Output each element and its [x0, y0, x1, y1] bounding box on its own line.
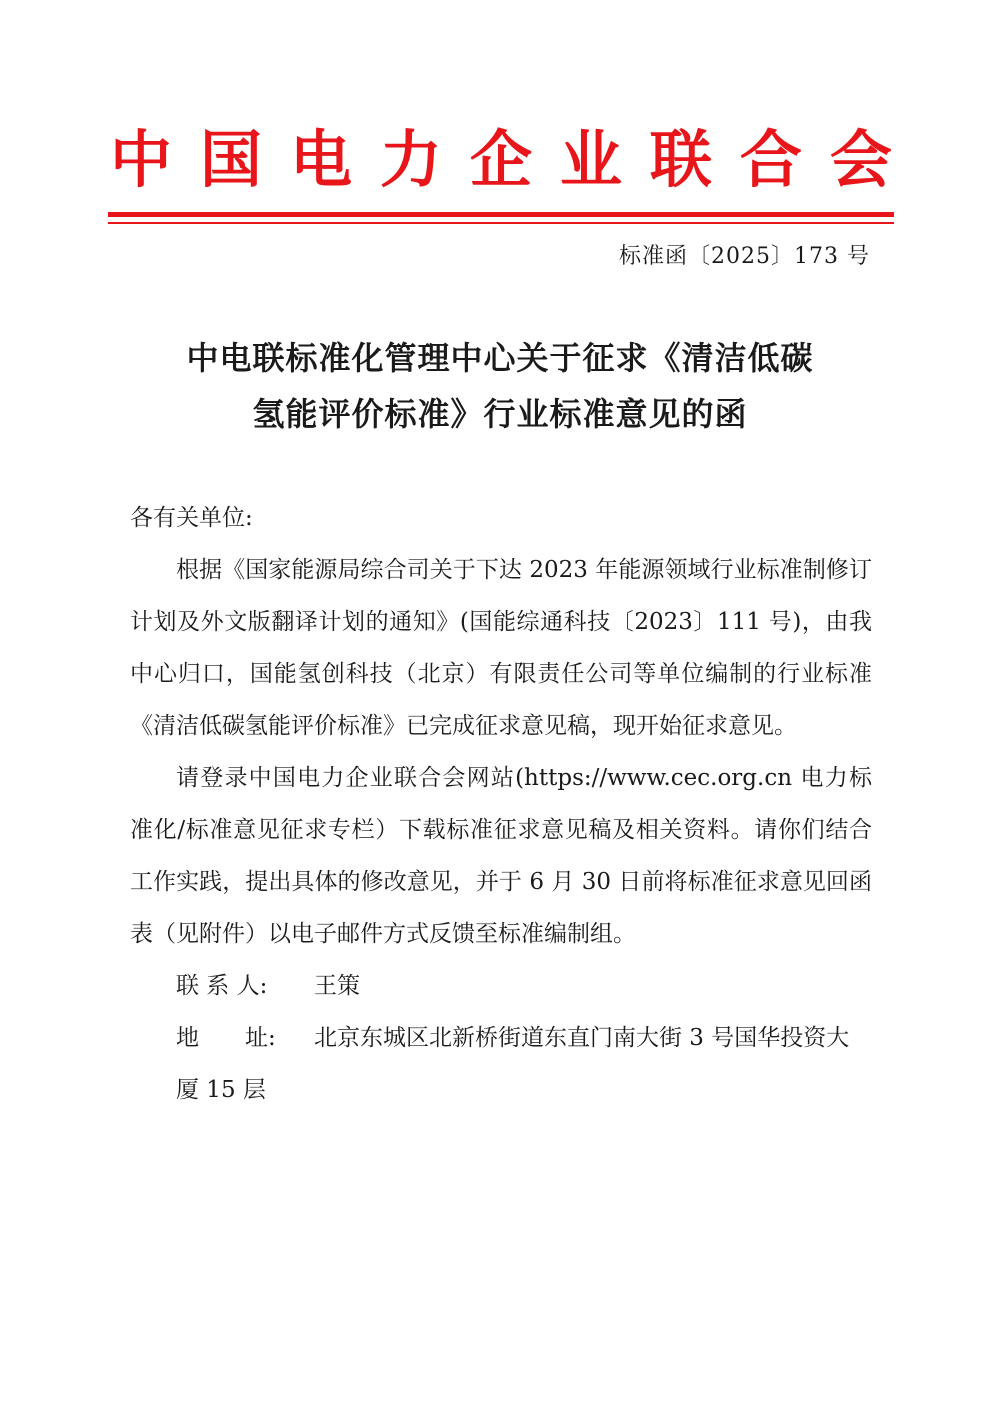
letterhead-char: 国 [199, 123, 262, 196]
document-body [130, 492, 872, 1116]
contact-line [130, 960, 872, 1012]
letterhead-divider-thick [108, 212, 894, 217]
salutation: 各有关单位: [130, 505, 253, 531]
title-line-1: 中电联标准化管理中心关于征求《清洁低碳 [186, 339, 814, 377]
letterhead-char: 电 [289, 123, 352, 196]
paragraph-instructions: 请登录中国电力企业联合会网站(https://www.cec.org.cn 电力标准化/标准意见征求专栏）下载标准征求意见稿及相关资料。请你们结合工作实践，提出具体的修改意见，并于 6 月 30 日前将标准征求意见回函表（见附件）以电子邮件方式反馈至标准编制组。 [130, 765, 872, 947]
document-title [100, 330, 900, 442]
address-line [130, 1012, 872, 1116]
address-label: 地 址: [176, 1025, 276, 1051]
letterhead-char: 中 [110, 123, 173, 196]
document-number: 标准函〔2025〕173 号 [619, 244, 870, 269]
letterhead-char: 会 [829, 123, 892, 196]
letterhead-char: 联 [649, 123, 712, 196]
contact-value: 王策 [314, 973, 360, 999]
title-line-2: 氢能评价标准》行业标准意见的函 [252, 395, 748, 433]
letterhead-char: 力 [379, 123, 442, 196]
letterhead-char: 企 [469, 123, 532, 196]
letterhead-char: 业 [559, 123, 622, 196]
letterhead-divider-thin [108, 222, 894, 224]
contact-label: 联 系 人: [176, 973, 268, 999]
address-value: 北京东城区北新桥街道东直门南大街 3 号国华投资大厦 15 层 [176, 1025, 850, 1103]
paragraph-background: 根据《国家能源局综合司关于下达 2023 年能源领域行业标准制修订计划及外文版翻译计划的通知》(国能综通科技〔2023〕111 号)，由我中心归口，国能氢创科技（北京）有限责任公司等单位编制的行业标准《清洁低碳氢能评价标准》已完成征求意见稿，现开始征求意见。 [130, 557, 872, 739]
letterhead-title [110, 120, 892, 200]
letterhead-char: 合 [739, 123, 802, 196]
